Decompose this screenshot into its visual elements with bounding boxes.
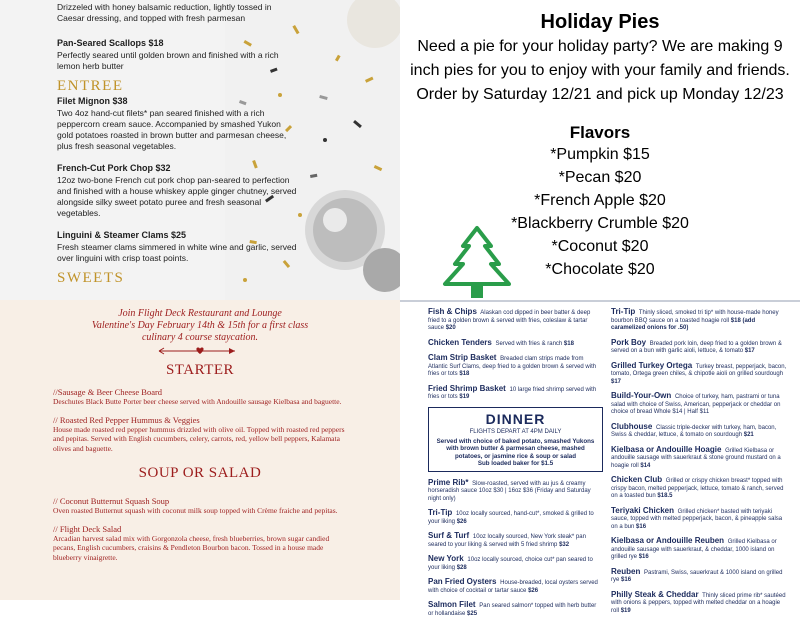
item-name: Grilled Turkey Ortega — [611, 360, 693, 370]
item-description: Pan seared salmon* topped with herb butter or hollandaise — [428, 603, 597, 617]
menu-item — [428, 338, 603, 349]
item-name: Clubhouse — [611, 421, 653, 431]
item-price: $19 — [620, 607, 631, 614]
intro-line: Valentine's Day February 14th & 15th for a first class — [91, 320, 309, 331]
item-description: Oven roasted Butternut squash with coconut milk soup topped with Crème fraiche and pepitas. — [53, 506, 338, 515]
item-price: $16 — [638, 554, 649, 560]
item-price: $21 — [743, 432, 754, 438]
item-name: Chicken Club — [611, 475, 663, 484]
menu-item — [428, 307, 603, 333]
menu-item — [428, 384, 603, 402]
item-name: Kielbasa or Andouille Hoagie — [611, 444, 722, 454]
christmas-tree-icon — [433, 226, 521, 300]
item-price: $32 — [559, 541, 570, 548]
item-name: Fried Shrimp Basket — [428, 383, 506, 393]
menu-item — [611, 445, 789, 471]
item-name: // Flight Deck Salad — [53, 523, 122, 534]
item-price: $19 — [459, 394, 470, 400]
item-name: Tri-Tip — [611, 307, 636, 316]
item-name: Kielbasa or Andouille Reuben — [611, 536, 725, 545]
item-description: 10oz locally sourced, choice cut* pan seared to your liking — [428, 557, 593, 571]
menu-item — [611, 338, 789, 356]
menu-item — [611, 506, 789, 532]
dinner-sub-note: Sub loaded baker for $1.5 — [477, 460, 554, 467]
item-name: Philly Steak & Cheddar — [611, 589, 699, 599]
item-price: $25 — [467, 610, 478, 617]
item-description: Classic triple-decker with turkey, ham, bacon, Swiss & cheddar, lettuce, & tomato on sourdough — [611, 424, 777, 438]
item-price: $14 — [640, 462, 651, 469]
item-description: Grilled or crispy chicken breast* topped with crispy bacon, melted pepperjack, lettuce, tomato & ranch, served on a toasted bun — [611, 478, 784, 499]
menu-item — [428, 478, 603, 504]
item-name: Salmon Filet — [428, 600, 476, 609]
item-description: Slow-roasted, served with au jus & creamy horseradish sauce 10oz $30 | 16oz $36 (Friday and Saturday night only) — [428, 480, 591, 502]
item-name: New York — [428, 554, 464, 563]
item-name: Surf & Turf — [428, 531, 470, 540]
page-title: Holiday Pies — [540, 11, 660, 33]
item-price: $17 — [744, 348, 755, 354]
section-heading-soup-salad: SOUP OR SALAD — [138, 465, 262, 481]
menu-item — [611, 422, 789, 440]
item-name: Clam Strip Basket — [428, 353, 497, 362]
item-name: Tri-Tip — [428, 508, 453, 517]
menu-item — [53, 496, 353, 516]
section-heading-starter: STARTER — [165, 362, 235, 378]
menu-item — [611, 391, 789, 417]
new-year-menu-panel — [0, 0, 400, 300]
item-description: House made roasted red pepper hummus drizzled with olive oil. Topped with roasted red peppers and pepitas. Served with English cucumbers, celery, carrots, red, yellow bell peppers, Kalamata olives and baguette. — [53, 424, 345, 453]
intro-line: culinary 4 course staycation. — [141, 332, 259, 343]
flavors-heading: Flavors — [569, 123, 631, 142]
item-description: Served with fries & ranch — [495, 340, 563, 347]
item-price: $18.5 — [657, 493, 673, 499]
item-name: Pork Boy — [611, 337, 647, 347]
item-description: Alaskan cod dipped in beer batter & deep fried to a golden brown & served with fries, coleslaw & tartar sauce — [428, 310, 591, 331]
item-description: Arcadian harvest salad mix with Gorgonzola cheese, fresh blueberries, brown sugar candied pecans, English cucumbers, craisins & Pendleton Bourbon bacon. Tossed in a house made blueberry vinaigrette. — [53, 533, 330, 562]
diner-menu-panel — [400, 300, 800, 617]
dinner-subtitle: FLIGHTS DEPART AT 4PM DAILY — [469, 428, 562, 435]
item-name: Build-Your-Own — [611, 391, 672, 400]
flavor-item: *Coconut $20 — [551, 238, 649, 255]
dish-description: Two 4oz hand-cut filets* pan seared finished with a rich peppercorn cream sauce. Accompanied by smashed Yukon gold potatoes roasted in brown butter and parmesan cheese, plus fresh seasonal vegetables. — [57, 108, 287, 151]
menu-item — [428, 554, 603, 572]
item-description: Grilled Kielbasa or andouille sausage with sauerkraut, & cheddar, 1000 island on grilled rye — [611, 539, 777, 560]
nye-menu-content — [57, 0, 297, 284]
dinner-includes: Served with choice of baked potato, smashed Yukons with brown butter & parmesan cheese, mashed potatoes, or jasmine rice & soup or salad — [436, 437, 595, 460]
item-description: Turkey breast, pepperjack, bacon, tomato, Ortega green chiles, & chipotle aioli on grilled sourdough — [611, 363, 787, 377]
holiday-pies-panel — [400, 0, 800, 300]
menu-item — [611, 590, 789, 616]
item-description: House-breaded, local oysters served with choice of cocktail or tartar sauce — [428, 580, 598, 594]
item-description: Breaded clam strips made from Atlantic Surf Clams, deep fried to a golden brown & served with fries or tots — [428, 356, 597, 377]
menu-item — [428, 531, 603, 549]
valentine-intro — [0, 308, 400, 344]
dish-title: French-Cut Pork Chop $32 — [57, 163, 171, 173]
menu-item — [611, 567, 789, 585]
dish-title: Linguini & Steamer Clams $25 — [57, 230, 187, 240]
valentine-menu-panel — [0, 300, 400, 600]
item-price: $16 — [621, 577, 632, 583]
flavor-item: *Blackberry Crumble $20 — [511, 215, 689, 232]
menu-item — [611, 536, 789, 562]
dish-description: Fresh steamer clams simmered in white wine and garlic, served over linguini with crisp toast points. — [57, 242, 297, 263]
item-description: Breaded pork loin, deep fried to a golden brown & served on a bun with garlic aioli, lettuce, & tomato — [611, 340, 782, 354]
flavor-item: *Pecan $20 — [558, 169, 642, 186]
item-price: $18 — [459, 371, 470, 377]
item-price: $16 — [636, 523, 647, 530]
menu-item — [611, 361, 789, 387]
menu-item — [53, 415, 353, 454]
item-description: Thinly sliced, smoked tri tip* with house-made honey bourbon BBQ sauce on a toasted hoagie roll — [611, 310, 779, 324]
item-description: Thinly sliced prime rib* sautéed with onions & peppers, topped with melted cheddar on a hoagie roll — [611, 592, 786, 614]
item-description: Deschutes Black Butte Porter beer cheese served with Andouille sausage Kielbasa and baguette. — [53, 397, 342, 406]
dish-title: Pan-Seared Scallops $18 — [57, 38, 164, 48]
dish-description: 12oz two-bone French cut pork chop pan-seared to perfection and finished with a house whiskey apple ginger chutney, served alongside silky sweet potato puree and fresh seasonal vegetables. — [57, 175, 297, 218]
item-price: $26 — [456, 518, 467, 525]
item-name: Reuben — [611, 566, 641, 576]
dinner-title: DINNER — [485, 410, 546, 427]
item-price: $17 — [611, 378, 622, 385]
item-name: Pan Fried Oysters — [428, 577, 497, 586]
menu-item — [428, 353, 603, 379]
menu-item — [53, 387, 353, 407]
item-name: // Coconut Butternut Squash Soup — [53, 496, 170, 506]
section-heading-sweets: SWEETS — [57, 270, 125, 286]
item-name: // Roasted Red Pepper Hummus & Veggies — [53, 414, 200, 425]
item-price: $26 — [528, 587, 539, 594]
item-price: $18 — [563, 340, 574, 347]
menu-item — [428, 508, 603, 526]
flavor-item: *Pumpkin $15 — [550, 146, 650, 163]
item-price: $20 — [445, 325, 456, 331]
menu-item — [428, 577, 603, 595]
diner-left-column — [428, 307, 603, 623]
item-name: Fish & Chips — [428, 307, 477, 316]
diner-right-column — [611, 307, 789, 620]
flavor-item: *Chocolate $20 — [545, 261, 655, 278]
item-description: Choice of turkey, ham, pastrami or tuna salad with choice of Swiss, American, pepperjack or cheddar on choice of bread Whole $14 | Half $11 — [611, 394, 781, 415]
item-name: //Sausage & Beer Cheese Board — [53, 387, 163, 397]
item-description: Grilled chicken* basted with teriyaki sauce, topped with melted pepperjack, bacon, & pineapple salsa on a bun — [611, 508, 783, 530]
dish-title: Filet Mignon $38 — [57, 96, 128, 106]
item-price: $28 — [456, 564, 467, 571]
pies-intro: Need a pie for your holiday party? We are making 9 inch pies for you to enjoy with your family and friends. Order by Saturday 12/21 and pick up Monday 12/23 — [410, 38, 790, 103]
menu-item — [53, 524, 353, 563]
intro-line: Join Flight Deck Restaurant and Lounge — [118, 308, 282, 319]
flavor-item: *French Apple $20 — [534, 192, 666, 209]
item-price: $18 (add caramelized onions for .50) — [611, 317, 756, 331]
item-name: Chicken Tenders — [428, 337, 492, 347]
item-name: Prime Rib* — [428, 477, 469, 487]
menu-item — [428, 600, 603, 618]
dish-description: Drizzeled with honey balsamic reduction, lightly tossed in Caesar dressing, and topped with fresh parmesan — [57, 2, 272, 23]
item-description: 10oz locally sourced, hand-cut*, smoked & grilled to your liking — [428, 511, 594, 525]
arrow-heart-divider-icon — [155, 346, 245, 356]
item-description: 10 large fried shrimp served with fries or tots — [428, 386, 597, 400]
item-description: Grilled Kielbasa or andouille sausage with sauerkraut & stone ground mustard on a hoagie roll — [611, 447, 781, 469]
item-description: 10oz locally sourced, New York steak* pan seared to your liking & served with 5 fried shrimp — [428, 534, 586, 548]
divider — [400, 300, 800, 302]
dinner-header-box — [428, 407, 603, 472]
item-name: Teriyaki Chicken — [611, 505, 674, 515]
item-description: Pastrami, Swiss, sauerkraut & 1000 island on grilled rye — [611, 569, 783, 583]
menu-item — [611, 307, 789, 333]
section-heading-entree: ENTREE — [57, 78, 124, 94]
dish-description: Perfectly seared until golden brown and finished with a rich lemon herb butter — [57, 50, 279, 71]
menu-item — [611, 475, 789, 501]
